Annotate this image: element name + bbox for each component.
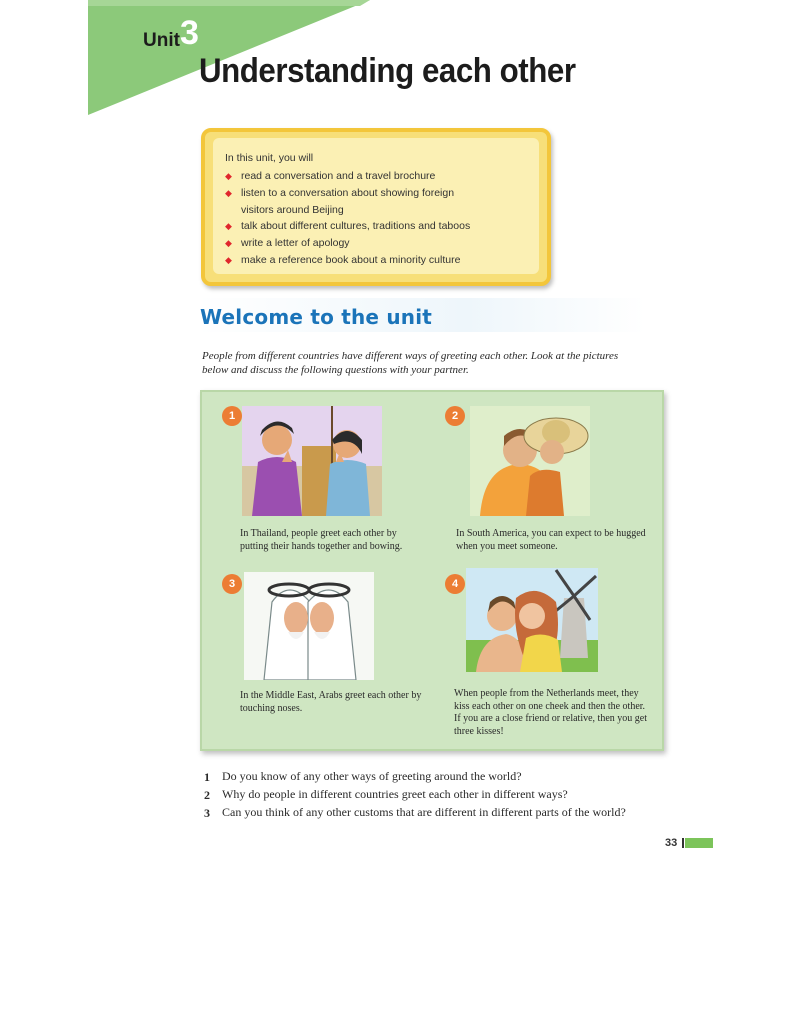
diamond-bullet-icon: ◆ (225, 238, 232, 249)
unit-label: Unit (143, 30, 180, 51)
objective-text: write a letter of apology (241, 237, 350, 250)
picture-number-badge: 4 (445, 574, 465, 594)
unit-number: 3 (180, 14, 199, 52)
diamond-bullet-icon: ◆ (225, 254, 232, 265)
objective-text: visitors around Beijing (241, 203, 344, 216)
question-text: Can you think of any other customs that are different in different parts of the world? (222, 805, 626, 819)
picture-number-badge: 2 (445, 406, 465, 426)
netherlands-greeting-illustration (466, 568, 598, 672)
diamond-bullet-icon: ◆ (225, 171, 232, 181)
objectives-intro: In this unit, you will (225, 152, 314, 164)
page-number: 33 (665, 837, 678, 849)
objective-item (225, 235, 541, 252)
objective-text: read a conversation and a travel brochure (241, 170, 436, 182)
picture-number-badge: 1 (222, 406, 242, 426)
south-america-greeting-illustration (470, 406, 590, 516)
objective-item (225, 218, 541, 235)
objective-item-continued (225, 202, 541, 219)
picture-number-badge: 3 (222, 574, 242, 594)
page-number-bar (685, 838, 713, 848)
question-text: Do you know of any other ways of greeting around the world? (222, 769, 522, 783)
objective-item (225, 252, 541, 269)
page-number-divider (682, 838, 684, 848)
unit-objectives-box (201, 128, 551, 286)
picture-caption: In the Middle East, Arabs greet each other by touching noses. (240, 690, 422, 714)
objective-text: make a reference book about a minority culture (241, 253, 461, 266)
diamond-bullet-icon: ◆ (225, 221, 232, 232)
question-text: Why do people in different countries greet each other in different ways? (222, 787, 568, 801)
thailand-greeting-illustration (242, 406, 382, 516)
section-title: Welcome to the unit (200, 305, 433, 329)
picture-caption: In Thailand, people greet each other by putting their hands together and bowing. (240, 528, 403, 552)
objective-item (225, 185, 541, 202)
middle-east-greeting-illustration (244, 572, 374, 680)
objectives-list (225, 168, 541, 269)
page-title: Understanding each other (199, 52, 576, 90)
greetings-picture-panel (200, 390, 664, 751)
question-number: 1 (204, 770, 210, 784)
section-intro: People from different countries have different ways of greeting each other. Look at the pictures below and discuss the following questions with your partner. (202, 350, 619, 376)
question-number: 2 (204, 788, 210, 802)
question-number: 3 (204, 806, 210, 820)
objective-item (225, 168, 541, 185)
diamond-bullet-icon: ◆ (225, 187, 232, 198)
picture-caption: In South America, you can expect to be hugged when you meet someone. (456, 528, 646, 552)
objective-text: listen to a conversation about showing foreign (241, 186, 455, 199)
objective-text: talk about different cultures, traditions and taboos (241, 220, 471, 233)
picture-caption: When people from the Netherlands meet, they kiss each other on one cheek and then the other. If you are a close friend or relative, then you get three kisses! (454, 688, 647, 737)
